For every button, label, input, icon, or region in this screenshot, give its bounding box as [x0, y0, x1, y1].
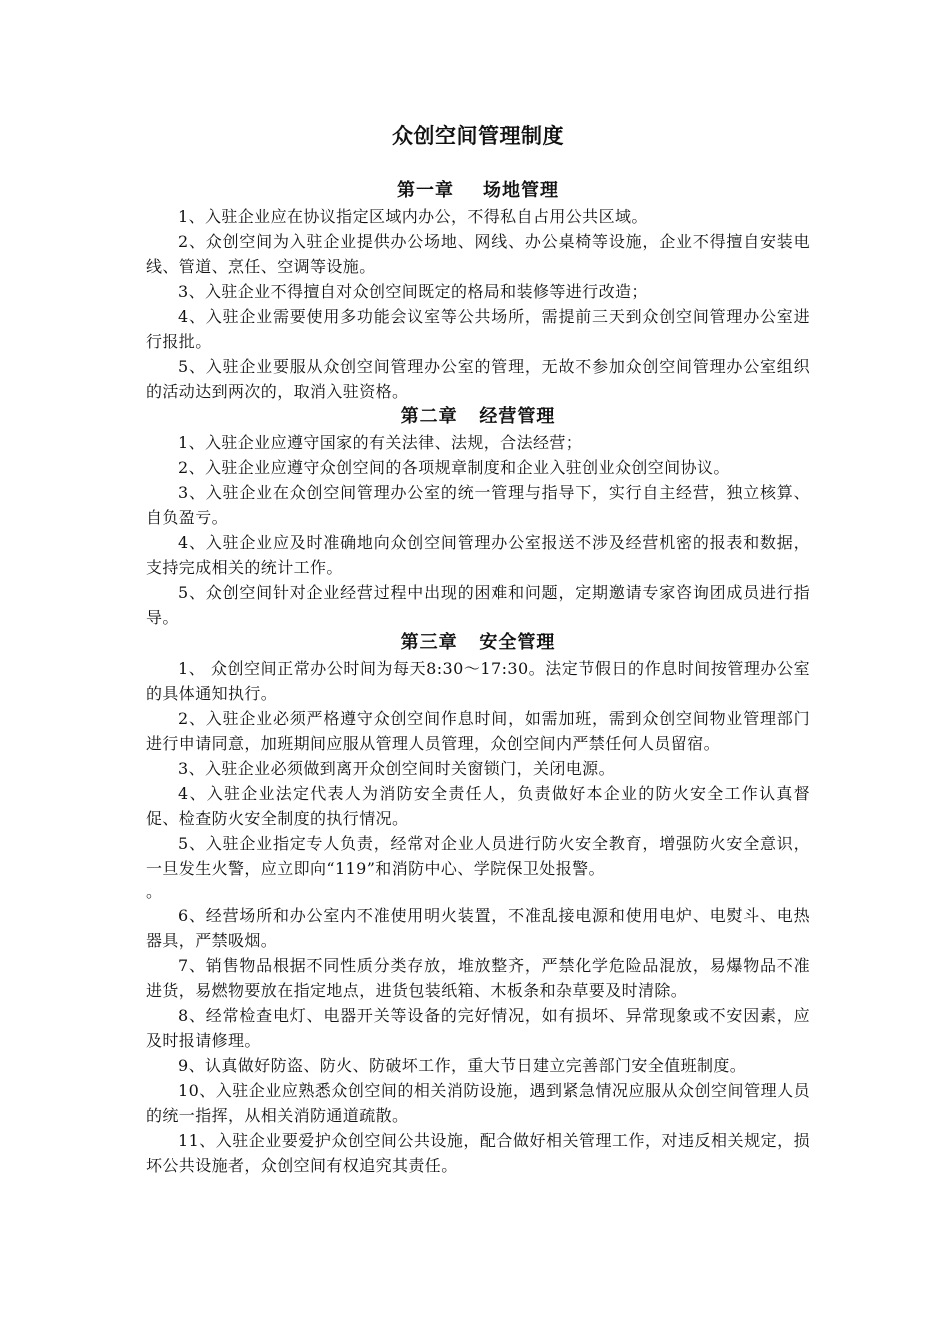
paragraph: 4、入驻企业应及时准确地向众创空间管理办公室报送不涉及经营机密的报表和数据，支持完成相关的统计工作。 — [146, 533, 810, 577]
paragraph: 9、认真做好防盗、防火、防破坏工作，重大节日建立完善部门安全值班制度。 — [178, 1056, 747, 1075]
paragraph: 4、入驻企业法定代表人为消防安全责任人，负责做好本企业的防火安全工作认真督促、检查防火安全制度的执行情况。 — [146, 784, 810, 828]
paragraph: 3、入驻企业不得擅自对众创空间既定的格局和装修等进行改造； — [178, 282, 648, 301]
chapter-2 — [146, 404, 810, 630]
chapter-3 — [146, 630, 810, 1178]
chapter-heading: 第二章 经营管理 — [400, 406, 556, 427]
paragraph: 4、入驻企业需要使用多功能会议室等公共场所，需提前三天到众创空间管理办公室进行报批。 — [146, 307, 810, 351]
paragraph: 2、入驻企业必须严格遵守众创空间作息时间，如需加班，需到众创空间物业管理部门进行申请同意，加班期间应服从管理人员管理，众创空间内严禁任何人员留宿。 — [146, 709, 810, 753]
paragraph: 3、入驻企业必须做到离开众创空间时关窗锁门，关闭电源。 — [178, 759, 615, 778]
paragraph: 1、 众创空间正常办公时间为每天8:30～17:30。法定节假日的作息时间按管理办公室的具体通知执行。 — [146, 659, 810, 703]
document-page — [146, 120, 810, 1178]
paragraph: 1、入驻企业应在协议指定区域内办公，不得私自占用公共区域。 — [178, 207, 648, 226]
paragraph: 2、入驻企业应遵守众创空间的各项规章制度和企业入驻创业众创空间协议。 — [178, 458, 730, 477]
paragraph: 8、经常检查电灯、电器开关等设备的完好情况，如有损坏、异常现象或不安因素，应及时报请修理。 — [146, 1006, 810, 1050]
chapter-heading: 第三章 安全管理 — [400, 632, 556, 653]
paragraph: 10、入驻企业应熟悉众创空间的相关消防设施，遇到紧急情况应服从众创空间管理人员的统一指挥，从相关消防通道疏散。 — [146, 1081, 810, 1125]
chapter-heading: 第一章 场地管理 — [396, 180, 560, 201]
paragraph: 3、入驻企业在众创空间管理办公室的统一管理与指导下，实行自主经营，独立核算、自负盈亏。 — [146, 483, 810, 527]
paragraph: 5、入驻企业指定专人负责，经常对企业人员进行防火安全教育，增强防火安全意识，一旦发生火警，应立即向“119”和消防中心、学院保卫处报警。 — [146, 834, 810, 878]
stray-punctuation: 。 — [146, 882, 163, 901]
paragraph: 1、入驻企业应遵守国家的有关法律、法规，合法经营； — [178, 433, 583, 452]
chapter-1 — [146, 178, 810, 404]
paragraph: 11、入驻企业要爱护众创空间公共设施，配合做好相关管理工作，对违反相关规定，损坏公共设施者，众创空间有权追究其责任。 — [146, 1131, 810, 1175]
paragraph: 7、销售物品根据不同性质分类存放，堆放整齐，严禁化学危险品混放，易爆物品不准进货，易燃物要放在指定地点，进货包装纸箱、木板条和杂草要及时清除。 — [146, 956, 810, 1000]
document-title: 众创空间管理制度 — [392, 123, 564, 148]
paragraph: 5、入驻企业要服从众创空间管理办公室的管理，无故不参加众创空间管理办公室组织的活动达到两次的，取消入驻资格。 — [146, 357, 810, 401]
paragraph: 6、经营场所和办公室内不准使用明火装置，不准乱接电源和使用电炉、电熨斗、电热器具，严禁吸烟。 — [146, 906, 810, 950]
paragraph: 5、众创空间针对企业经营过程中出现的困难和问题，定期邀请专家咨询团成员进行指导。 — [146, 583, 810, 627]
paragraph: 2、众创空间为入驻企业提供办公场地、网线、办公桌椅等设施，企业不得擅自安装电线、管道、烹任、空调等设施。 — [146, 232, 810, 276]
